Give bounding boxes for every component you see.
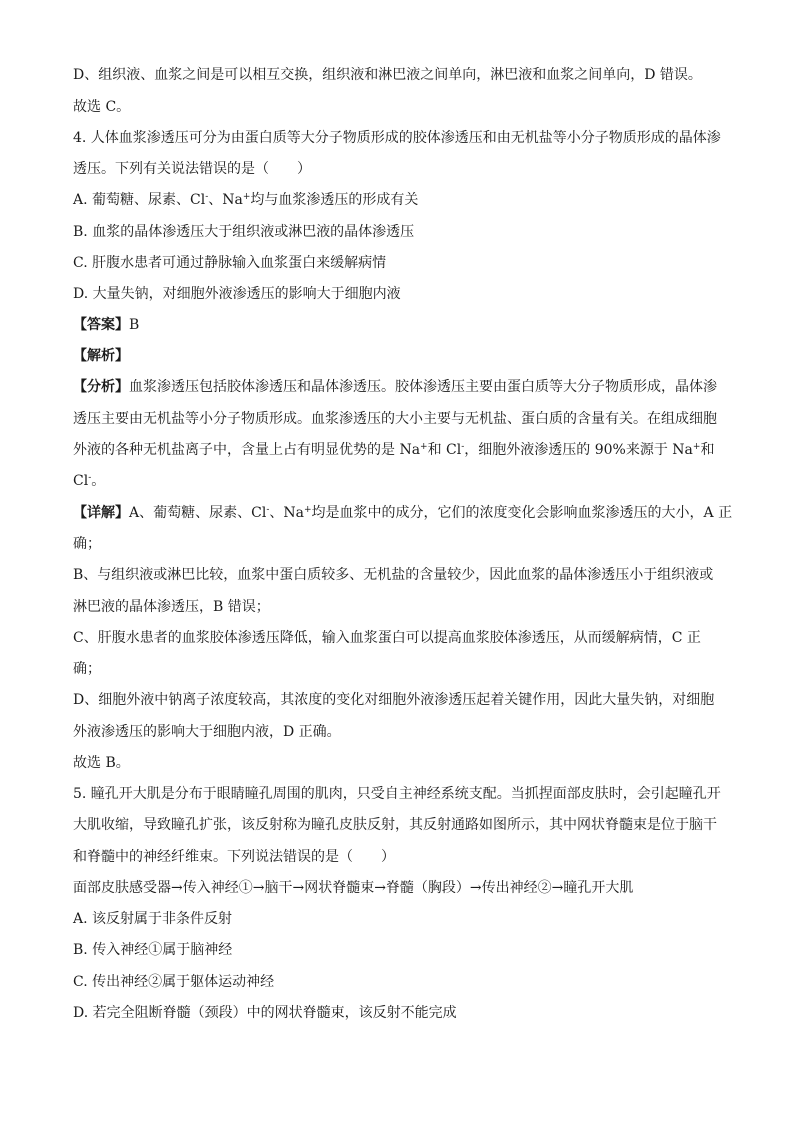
q4-option-d: D. 大量失钠，对细胞外液渗透压的影响大于细胞内液 [73,286,401,302]
q5-option-a: A. 该反射属于非条件反射 [73,911,233,927]
q5-option-c: C. 传出神经②属于躯体运动神经 [73,974,275,990]
q4-xiangjie-b-line2: 淋巴液的晶体渗透压，B 错误； [73,599,270,615]
xiangjie-label: 【详解】 [73,505,129,521]
fenxi-label: 【分析】 [73,379,129,395]
q4-answer [73,315,139,335]
q4-xiangjie-a-line1: 【详解】A、葡萄糖、尿素、Cl-、Na+均是血浆中的成分，它们的浓度变化会影响血浆渗透压的大小，A 正 [73,505,733,521]
q4-xiangjie-d-line1: D、细胞外液中钠离子浓度较高，其浓度的变化对细胞外液渗透压起着关键作用，因此大量失钠，对细胞 [73,692,715,708]
q4-fenxi-line2: 透压主要由无机盐等小分子物质形成。血浆渗透压的大小主要与无机盐、蛋白质的含量有关。在组成细胞 [73,411,717,427]
q5-stem-line1: 5. 瞳孔开大肌是分布于眼睛瞳孔周围的肌肉，只受自主神经系统支配。当抓捏面部皮肤时，会引起瞳孔开 [73,786,721,802]
q5-reflex-pathway: 面部皮肤感受器→传入神经①→脑干→网状脊髓束→脊髓（胸段）→传出神经②→瞳孔开大肌 [73,880,634,896]
q5-option-d: D. 若完全阻断脊髓（颈段）中的网状脊髓束，该反射不能完成 [73,1005,457,1021]
q4-fenxi-line4: Cl-。 [73,473,106,489]
answer-value: B [129,317,140,333]
answer-label: 【答案】 [73,317,129,333]
q4-stem-line1: 4. 人体血浆渗透压可分为由蛋白质等大分子物质形成的胶体渗透压和由无机盐等小分子物质形成的晶体渗 [73,130,721,146]
q4-option-a: A. 葡萄糖、尿素、Cl-、Na+均与血浆渗透压的形成有关 [73,192,419,208]
q5-stem-line2: 大肌收缩，导致瞳孔扩张，该反射称为瞳孔皮肤反射，其反射通路如图所示，其中网状脊髓束是位于脑干 [73,817,717,833]
q3-option-d-explanation: D、组织液、血浆之间是可以相互交换，组织液和淋巴液之间单向，淋巴液和血浆之间单向，D 错误。 [73,67,702,83]
q4-fenxi-line3: 外液的各种无机盐离子中，含量上占有明显优势的是 Na+和 Cl-，细胞外液渗透压的 90%来源于 Na+和 [73,442,715,458]
q4-analysis-heading: 【解析】 [73,348,129,364]
q5-option-b: B. 传入神经①属于脑神经 [73,942,233,958]
q4-option-c: C. 肝腹水患者可通过静脉输入血浆蛋白来缓解病情 [73,255,387,271]
q4-xiangjie-c-line1: C、肝腹水患者的血浆胶体渗透压降低，输入血浆蛋白可以提高血浆胶体渗透压，从而缓解病情，C 正 [73,630,701,646]
q4-fenxi-line1: 【分析】血浆渗透压包括胶体渗透压和晶体渗透压。胶体渗透压主要由蛋白质等大分子物质形成，晶体渗 [73,379,717,395]
q4-option-b: B. 血浆的晶体渗透压大于组织液或淋巴液的晶体渗透压 [73,224,415,240]
q4-stem-line2: 透压。下列有关说法错误的是（ ） [73,161,311,177]
q4-xiangjie-d-line2: 外液渗透压的影响大于细胞内液，D 正确。 [73,724,341,740]
q4-xiangjie-b-line1: B、与组织液或淋巴比较，血浆中蛋白质较多、无机盐的含量较少，因此血浆的晶体渗透压小于组织液或 [73,567,714,583]
q3-conclusion: 故选 C。 [73,99,131,115]
q4-xiangjie-a-line2: 确； [73,536,101,552]
q4-xiangjie-c-line2: 确； [73,661,101,677]
q5-stem-line3: 和脊髓中的神经纤维束。下列说法错误的是（ ） [73,849,395,865]
q4-conclusion: 故选 B。 [73,755,130,771]
